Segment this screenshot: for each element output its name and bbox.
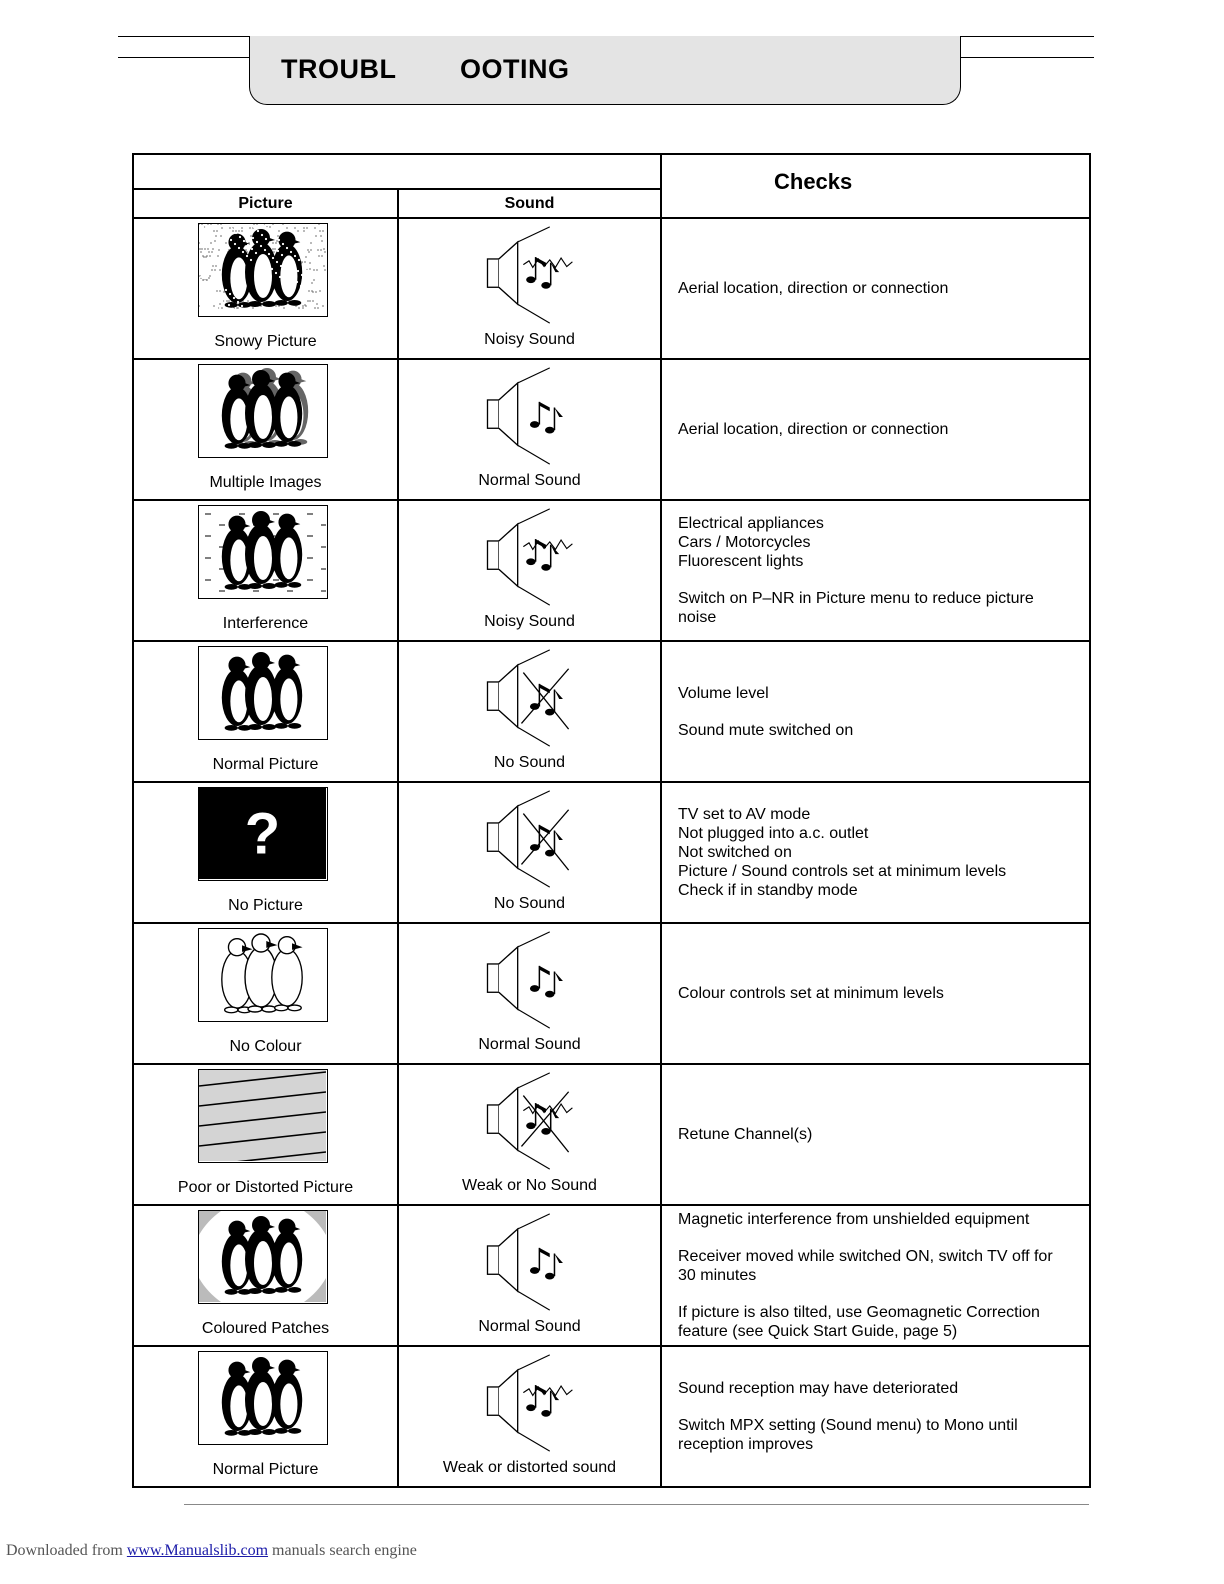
checks-cell — [661, 923, 1090, 1064]
top-rule-right — [960, 36, 1094, 37]
check-item: Volume level — [678, 684, 769, 702]
check-item: Receiver moved while switched ON, switch TV off for — [678, 1248, 1053, 1265]
table-row — [133, 1346, 1090, 1487]
check-item: reception improves — [678, 1436, 814, 1453]
sound-cell — [398, 500, 661, 641]
checks-cell — [661, 1064, 1090, 1205]
check-item: Cars / Motorcycles — [678, 534, 811, 551]
check-item: 30 minutes — [678, 1267, 757, 1284]
checks-spacer — [678, 571, 1075, 589]
check-item: Not plugged into a.c. outlet — [678, 825, 869, 842]
check-item: Retune Channel(s) — [678, 1126, 813, 1143]
table-row — [133, 641, 1090, 782]
top-rule-left-lower — [118, 57, 250, 58]
normal-picture-icon — [198, 1351, 328, 1445]
weak-no-sound-icon — [479, 1071, 579, 1171]
sound-symptom-label: Noisy Sound — [484, 331, 575, 348]
picture-symptom-label: Snowy Picture — [214, 333, 317, 350]
footer — [6, 1542, 417, 1560]
picture-symptom-label: Normal Picture — [212, 1461, 319, 1478]
checks-cell — [661, 218, 1090, 359]
check-item: Picture / Sound controls set at minimum levels — [678, 863, 1007, 880]
picture-cell — [133, 641, 398, 782]
no-sound-icon — [479, 789, 579, 889]
check-item: Aerial location, direction or connection — [678, 280, 949, 297]
no-sound-icon — [479, 648, 579, 748]
sound-symptom-label: No Sound — [493, 895, 566, 912]
checks-header — [661, 154, 1090, 218]
no-picture-icon — [198, 787, 328, 881]
sound-cell — [398, 641, 661, 782]
checks-cell — [661, 782, 1090, 923]
coloured-patches-picture-icon — [198, 1210, 328, 1304]
no-colour-picture-icon — [198, 928, 328, 1022]
check-item: Sound mute switched on — [678, 721, 854, 739]
sound-symptom-label: Normal Sound — [478, 1036, 581, 1053]
sound-cell — [398, 359, 661, 500]
picture-cell — [133, 1064, 398, 1205]
checks-cell — [661, 359, 1090, 500]
checks-cell — [661, 500, 1090, 641]
picture-cell — [133, 782, 398, 923]
table-row — [133, 359, 1090, 500]
sound-symptom-label: Weak or No Sound — [462, 1177, 597, 1194]
check-item: If picture is also tilted, use Geomagnetic Correction — [678, 1304, 1040, 1321]
check-item: TV set to AV mode — [678, 806, 811, 823]
sound-symptom-label: Normal Sound — [478, 1318, 581, 1335]
snowy-picture-icon — [198, 223, 328, 317]
check-item: noise — [678, 609, 717, 626]
picture-symptom-label: Multiple Images — [209, 474, 322, 491]
sound-symptom-label: Weak or distorted sound — [442, 1459, 617, 1476]
table-row — [133, 218, 1090, 359]
noisy-sound-icon — [479, 225, 579, 325]
distorted-picture-icon — [198, 1069, 328, 1163]
checks-spacer — [678, 703, 1075, 721]
sound-cell — [398, 782, 661, 923]
table-row — [133, 1064, 1090, 1205]
sound-cell — [398, 218, 661, 359]
normal-picture-icon — [198, 646, 328, 740]
checks-cell — [661, 1346, 1090, 1487]
normal-sound-icon — [479, 366, 579, 466]
check-item: Aerial location, direction or connection — [678, 421, 949, 438]
picture-cell — [133, 359, 398, 500]
multiple-images-icon — [198, 364, 328, 458]
check-item: Switch on P–NR in Picture menu to reduce picture — [678, 590, 1034, 607]
table-row — [133, 1205, 1090, 1346]
check-item: Sound reception may have deteriorated — [678, 1380, 959, 1397]
picture-symptom-label: Normal Picture — [212, 756, 319, 773]
sound-header: Sound — [398, 189, 661, 218]
check-item: Switch MPX setting (Sound menu) to Mono until — [678, 1417, 1018, 1434]
picture-cell — [133, 1346, 398, 1487]
checks-header-label: Checks — [774, 169, 853, 194]
picture-cell — [133, 500, 398, 641]
check-item: Fluorescent lights — [678, 553, 804, 570]
sound-cell — [398, 1346, 661, 1487]
sound-symptom-label: Normal Sound — [478, 472, 581, 489]
check-item: Colour controls set at minimum levels — [678, 985, 944, 1002]
sound-symptom-label: No Sound — [493, 754, 566, 771]
picture-symptom-label: Poor or Distorted Picture — [177, 1179, 354, 1196]
weak-sound-icon — [479, 1353, 579, 1453]
bottom-rule — [184, 1504, 1089, 1505]
check-item: Not switched on — [678, 844, 792, 861]
picture-symptom-label: No Colour — [229, 1038, 302, 1055]
picture-symptom-label: Interference — [222, 615, 309, 632]
checks-spacer — [678, 1285, 1075, 1303]
picture-header: Picture — [133, 189, 398, 218]
picture-cell — [133, 218, 398, 359]
table-row — [133, 923, 1090, 1064]
check-item: Magnetic interference from unshielded equipment — [678, 1211, 1030, 1228]
footer-prefix: Downloaded from — [6, 1542, 123, 1559]
check-item: Check if in standby mode — [678, 882, 858, 899]
checks-spacer — [678, 1398, 1075, 1416]
checks-cell — [661, 641, 1090, 782]
table-row — [133, 500, 1090, 641]
sound-cell — [398, 923, 661, 1064]
normal-sound-icon — [479, 1212, 579, 1312]
troubleshooting-table — [132, 153, 1091, 1488]
check-item: feature (see Quick Start Guide, page 5) — [678, 1323, 958, 1340]
interference-picture-icon — [198, 505, 328, 599]
normal-sound-icon — [479, 930, 579, 1030]
picture-symptom-label: Coloured Patches — [201, 1320, 330, 1337]
check-item: Electrical appliances — [678, 515, 824, 532]
picture-cell — [133, 1205, 398, 1346]
symptom-header-band — [133, 154, 661, 189]
sound-cell — [398, 1205, 661, 1346]
checks-cell — [661, 1205, 1090, 1346]
page-title: TROUBL OOTING — [281, 54, 570, 84]
top-rule-right-lower — [960, 57, 1094, 58]
sound-symptom-label: Noisy Sound — [484, 613, 575, 630]
footer-suffix: manuals search engine — [272, 1542, 417, 1559]
top-rule-left — [118, 36, 250, 37]
svg-text:?: ? — [244, 801, 281, 867]
footer-link[interactable]: www.Manualslib.com — [126, 1542, 269, 1559]
checks-spacer — [678, 1229, 1075, 1247]
picture-cell — [133, 923, 398, 1064]
noisy-sound-icon — [479, 507, 579, 607]
picture-symptom-label: No Picture — [228, 897, 303, 914]
sound-cell — [398, 1064, 661, 1205]
table-row — [133, 782, 1090, 923]
